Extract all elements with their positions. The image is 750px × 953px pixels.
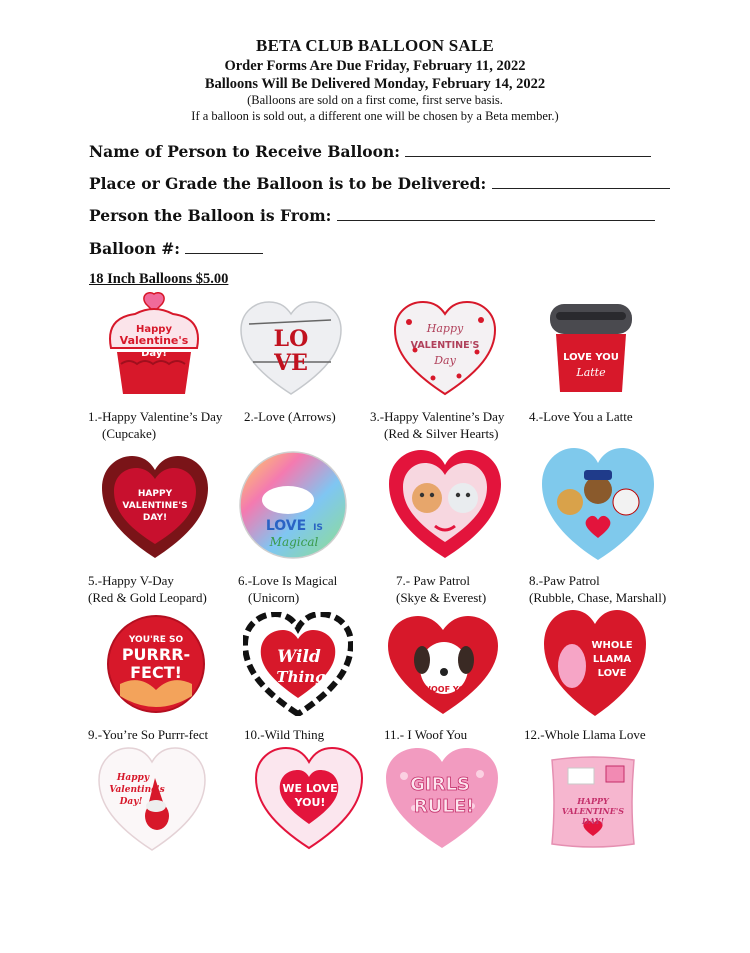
balloon-14-art-text-1: WE LOVE — [282, 782, 338, 795]
delivery-date: Balloons Will Be Delivered Monday, February 14, 2022 — [204, 76, 546, 92]
balloon-14-art-text-2: YOU! — [294, 796, 326, 809]
balloon-15-art-text-2: RULE! — [413, 796, 475, 817]
note-line-1: (Balloons are sold on a first come, first serve basis. — [247, 93, 503, 107]
balloon-3-art-text-2: VALENTINE'S — [410, 340, 480, 351]
caption-5 — [88, 572, 207, 606]
balloon-10-art-text-2: Thing — [276, 668, 326, 686]
caption-6 — [238, 572, 337, 606]
balloon-5-art-text-2: VALENTINE'S — [122, 501, 188, 511]
caption-2-title: 2.-Love (Arrows) — [244, 409, 336, 424]
balloon-12-art-text-3: LOVE — [597, 668, 627, 679]
balloon-5-art-text-3: DAY! — [142, 513, 168, 523]
balloon-10-art-text-1: Wild — [277, 647, 321, 667]
balloon-13-art-text-1: Happy — [116, 773, 150, 783]
balloon-11-art-text-1: I WOOF YOU — [416, 685, 472, 694]
balloon-16-art-text-3: DAY! — [582, 816, 604, 826]
caption-6-sub: (Unicorn) — [248, 590, 300, 605]
caption-1-title: 1.-Happy Valentine’s Day — [88, 409, 223, 424]
balloon-6-art-text-2: IS — [313, 523, 323, 533]
balloon-11-image — [386, 614, 500, 716]
caption-7-sub: (Skye & Everest) — [396, 590, 487, 605]
balloon-16-image — [546, 752, 640, 852]
from-field[interactable] — [89, 206, 655, 225]
balloon-15-art-text-1: GIRLS — [410, 774, 470, 795]
balloon-number-field[interactable] — [89, 239, 263, 258]
balloon-9-image — [106, 614, 206, 714]
balloon-9-art-text-3: FECT! — [130, 663, 182, 682]
balloon-1-art-text-1: Happy — [136, 324, 172, 335]
balloon-13-art-text-2: Valentine's — [109, 785, 165, 795]
caption-7 — [396, 572, 486, 606]
balloon-5-art-text-1: HAPPY — [137, 489, 173, 499]
balloon-6-art-text-1: LOVE — [265, 518, 307, 534]
balloon-16-art-text-1: HAPPY — [577, 796, 609, 806]
caption-5-title: 5.-Happy V-Day — [88, 573, 174, 588]
balloon-15-image — [384, 746, 500, 850]
balloon-12-art-text-1: WHOLE — [591, 640, 633, 651]
balloon-16-art-text-2: VALENTINE'S — [561, 806, 625, 816]
from-label: Person the Balloon is From: — [89, 206, 332, 225]
caption-4 — [529, 408, 633, 425]
caption-5-sub: (Red & Gold Leopard) — [88, 590, 207, 605]
balloon-13-art-text-3: Day! — [119, 797, 143, 807]
balloon-1-art-text-2: Valentine's — [119, 334, 189, 347]
recipient-field[interactable] — [89, 142, 651, 161]
balloon-2-art-text-1: LO — [273, 326, 309, 352]
balloon-5-image — [100, 454, 210, 560]
balloon-6-image — [238, 450, 348, 560]
from-blank[interactable] — [337, 206, 655, 221]
balloon-6-art-text-3: Magical — [269, 535, 319, 549]
balloon-2-art-text-2: VE — [274, 350, 308, 376]
balloon-number-label: Balloon #: — [89, 239, 180, 258]
caption-8 — [529, 572, 666, 606]
page-title: BETA CLUB BALLOON SALE — [256, 36, 494, 55]
caption-2 — [244, 408, 336, 425]
balloon-2-image — [239, 300, 343, 396]
caption-10-title: 10.-Wild Thing — [244, 727, 325, 742]
balloon-4-image — [546, 298, 636, 398]
caption-1-sub: (Cupcake) — [102, 426, 157, 441]
section-title: 18 Inch Balloons $5.00 — [89, 271, 229, 287]
balloon-14-image — [254, 746, 364, 850]
caption-3 — [370, 408, 504, 442]
balloon-9-art-text-2: PURRR- — [121, 645, 191, 664]
balloon-number-blank[interactable] — [185, 239, 263, 254]
caption-9 — [88, 726, 208, 743]
due-date: Order Forms Are Due Friday, February 11, 2022 — [224, 58, 526, 74]
place-label: Place or Grade the Balloon is to be Delivered: — [89, 174, 487, 193]
balloon-7-image — [387, 448, 503, 560]
caption-10 — [244, 726, 324, 743]
caption-3-title: 3.-Happy Valentine’s Day — [370, 409, 505, 424]
balloon-3-image — [393, 300, 497, 396]
caption-1 — [88, 408, 222, 442]
balloon-1-art-text-3: Day! — [141, 348, 167, 359]
balloon-12-art-text-2: LLAMA — [592, 654, 632, 665]
caption-11-title: 11.- I Woof You — [384, 727, 468, 742]
balloon-4-art-text-2: Latte — [576, 366, 606, 379]
balloon-4-art-text-1: LOVE YOU — [563, 352, 619, 363]
balloon-3-art-text-1: Happy — [426, 322, 464, 335]
recipient-label: Name of Person to Receive Balloon: — [89, 142, 400, 161]
caption-8-title: 8.-Paw Patrol — [529, 573, 600, 588]
balloon-10-image — [243, 612, 353, 716]
caption-9-title: 9.-You’re So Purrr-fect — [88, 727, 209, 742]
caption-8-sub: (Rubble, Chase, Marshall) — [529, 590, 667, 605]
place-field[interactable] — [89, 174, 670, 193]
balloon-13-image — [97, 746, 207, 852]
balloon-8-image — [540, 446, 656, 562]
caption-4-title: 4.-Love You a Latte — [529, 409, 633, 424]
place-blank[interactable] — [492, 174, 670, 189]
recipient-blank[interactable] — [405, 142, 651, 157]
caption-3-sub: (Red & Silver Hearts) — [384, 426, 499, 441]
caption-12 — [524, 726, 646, 743]
caption-12-title: 12.-Whole Llama Love — [524, 727, 646, 742]
note-line-2: If a balloon is sold out, a different one will be chosen by a Beta member.) — [191, 109, 559, 123]
balloon-12-image — [542, 608, 648, 718]
balloon-3-art-text-3: Day — [434, 354, 456, 367]
caption-7-title: 7.- Paw Patrol — [396, 573, 471, 588]
caption-11 — [384, 726, 467, 743]
caption-6-title: 6.-Love Is Magical — [238, 573, 338, 588]
balloon-9-art-text-1: YOU'RE SO — [128, 635, 184, 645]
balloon-1-image — [103, 292, 205, 400]
